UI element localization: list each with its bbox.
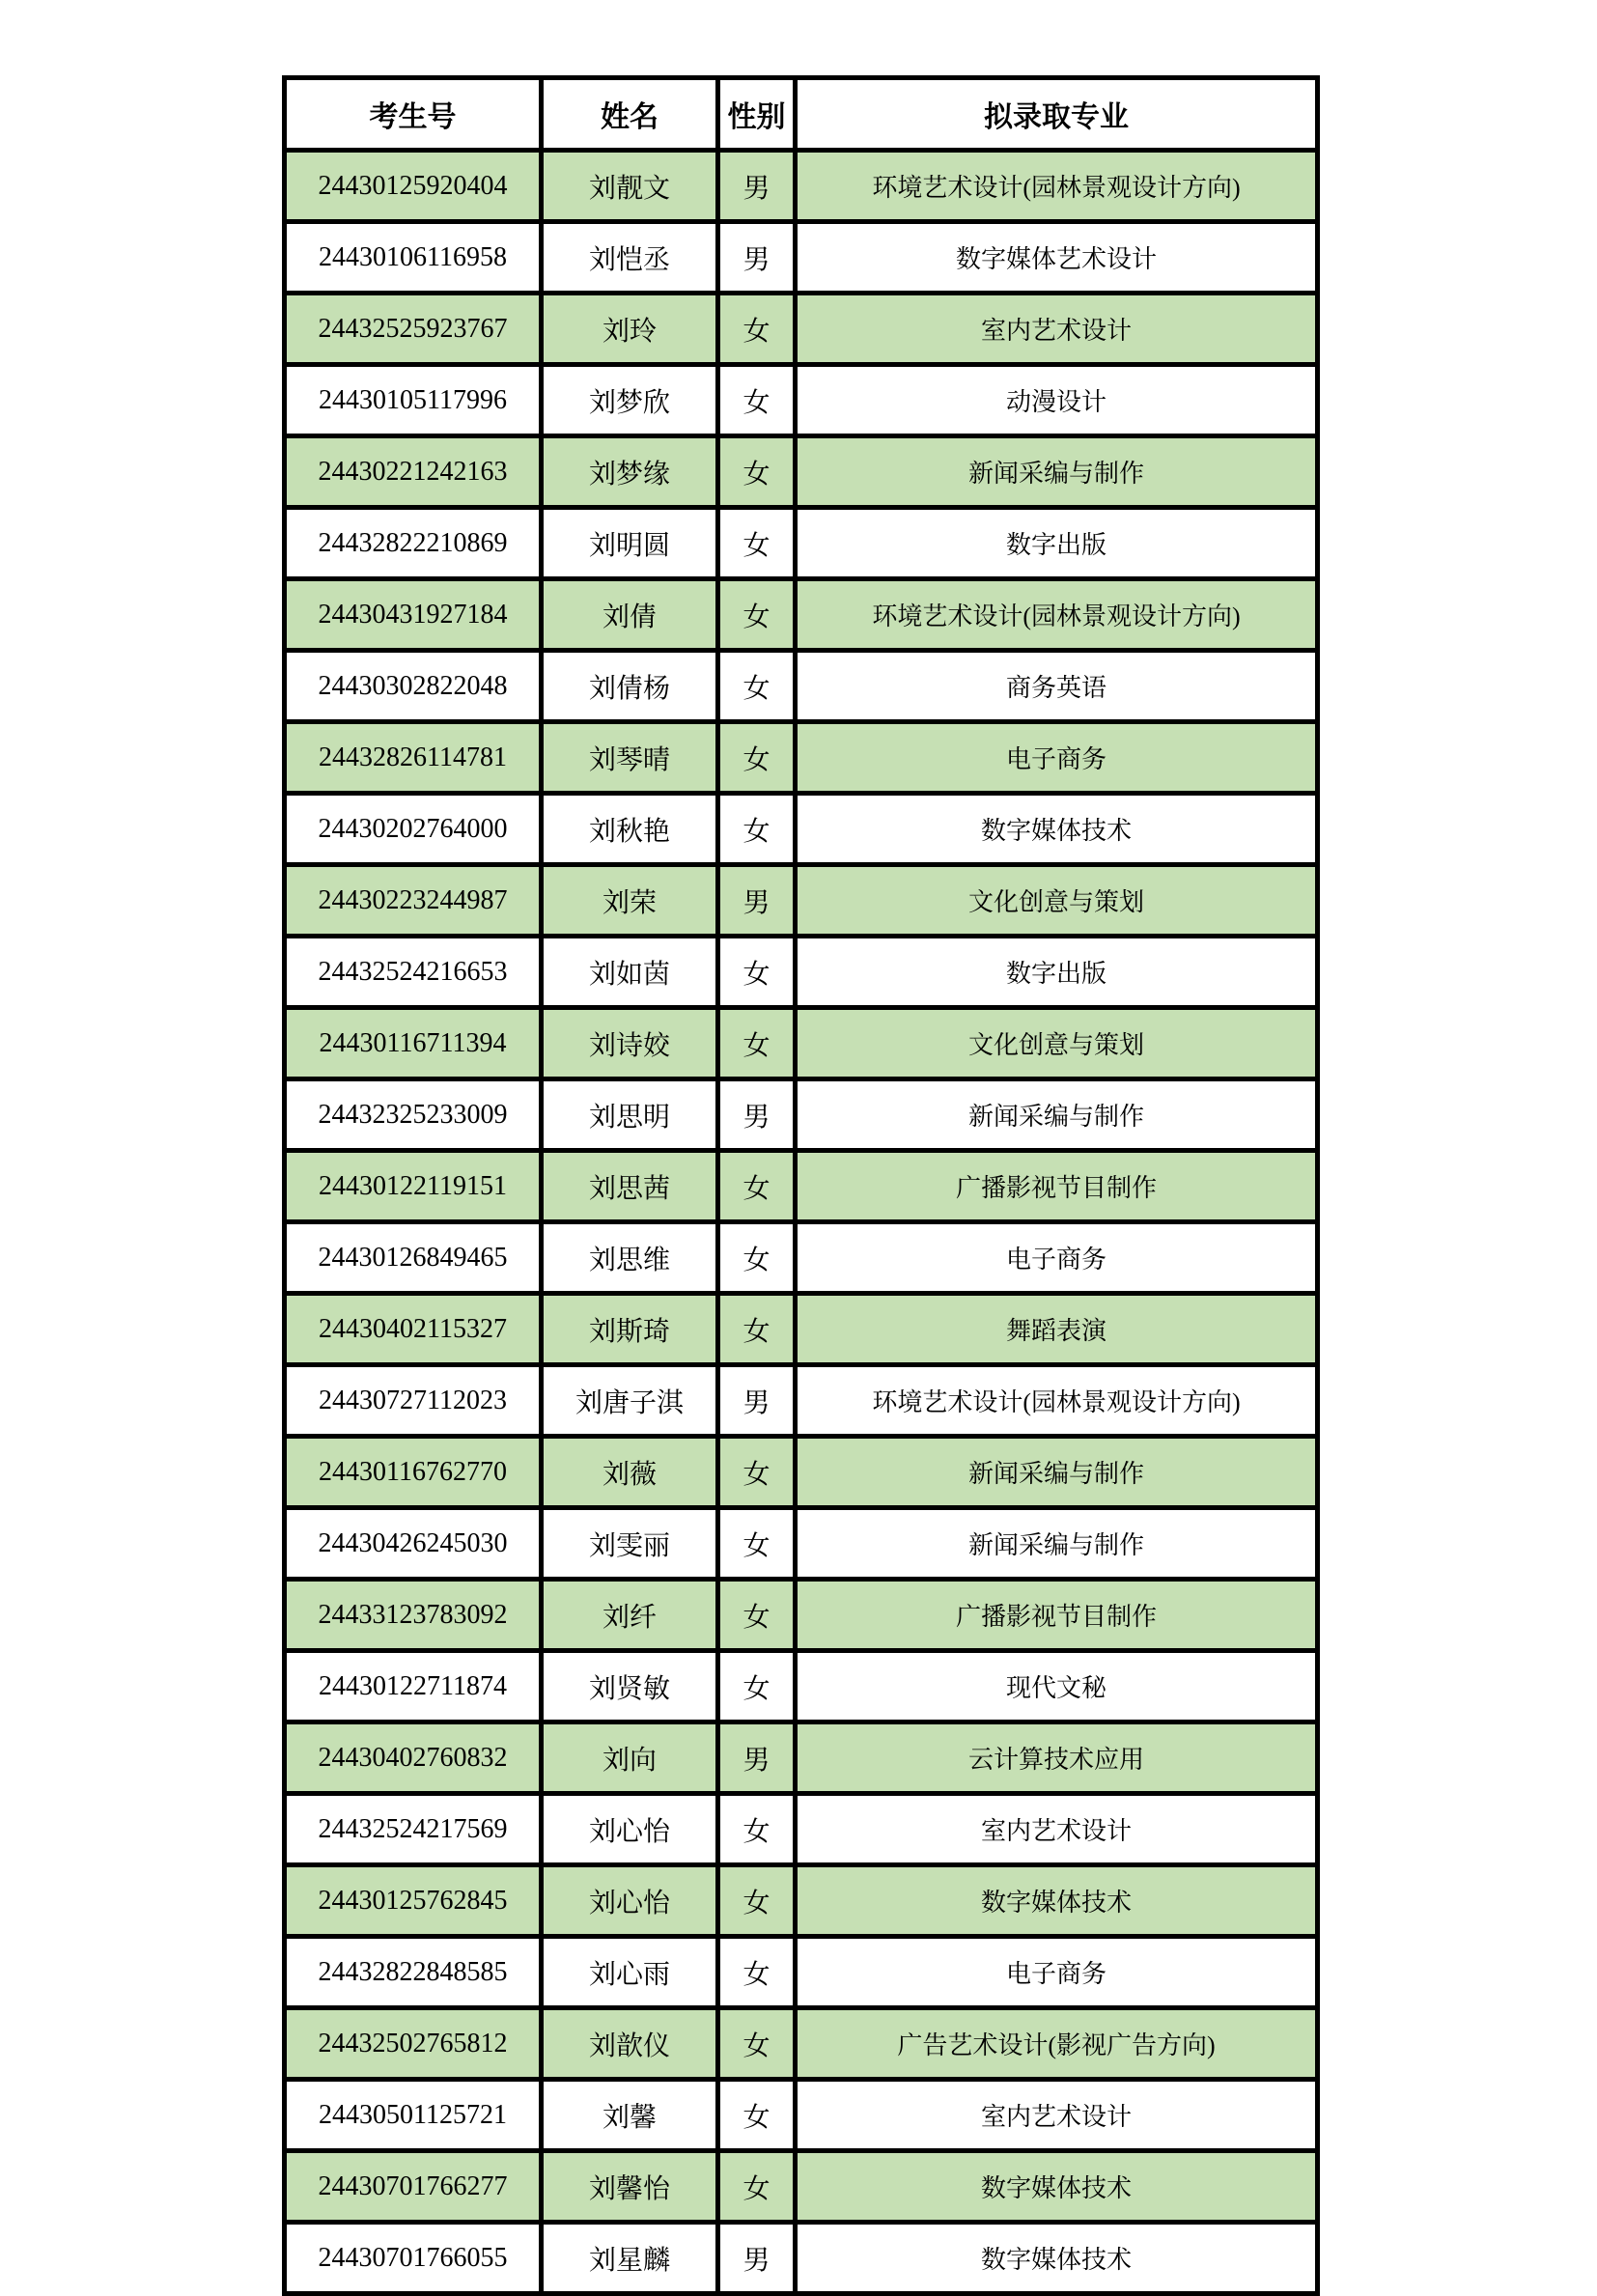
table-row	[285, 508, 1318, 579]
major-cell: 新闻采编与制作	[796, 1079, 1318, 1151]
candidate-no-cell: 24430202764000	[285, 794, 542, 865]
gender-cell: 男	[718, 1722, 796, 1794]
major-cell: 广播影视节目制作	[796, 1151, 1318, 1222]
candidate-no-cell: 24432325233009	[285, 1079, 542, 1151]
gender-cell: 男	[718, 151, 796, 222]
candidate-no-cell: 24430125920404	[285, 151, 542, 222]
major-cell: 数字媒体技术	[796, 2151, 1318, 2223]
candidate-no-cell: 24430116762770	[285, 1437, 542, 1508]
candidate-no-cell: 24430302822048	[285, 651, 542, 722]
major-cell: 数字媒体技术	[796, 2223, 1318, 2294]
table-row	[285, 151, 1318, 222]
name-cell: 刘向	[542, 1722, 718, 1794]
name-cell: 刘靓文	[542, 151, 718, 222]
name-cell: 刘倩	[542, 579, 718, 651]
candidate-no-cell: 24432525923767	[285, 294, 542, 365]
major-cell: 动漫设计	[796, 365, 1318, 436]
table-row	[285, 579, 1318, 651]
major-cell: 数字出版	[796, 937, 1318, 1008]
name-cell: 刘明圆	[542, 508, 718, 579]
table-row	[285, 1008, 1318, 1079]
major-cell: 环境艺术设计(园林景观设计方向)	[796, 151, 1318, 222]
name-cell: 刘贤敏	[542, 1651, 718, 1722]
table-row	[285, 1651, 1318, 1722]
candidate-no-cell: 24432826114781	[285, 722, 542, 794]
gender-cell: 女	[718, 1294, 796, 1365]
name-cell: 刘纤	[542, 1580, 718, 1651]
name-cell: 刘思茜	[542, 1151, 718, 1222]
table-row	[285, 794, 1318, 865]
candidate-no-cell: 24432822210869	[285, 508, 542, 579]
major-cell: 现代文秘	[796, 1651, 1318, 1722]
candidate-no-cell: 24430122711874	[285, 1651, 542, 1722]
table-row	[285, 436, 1318, 508]
name-cell: 刘心怡	[542, 1794, 718, 1865]
gender-cell: 女	[718, 1008, 796, 1079]
table-row	[285, 1794, 1318, 1865]
gender-cell: 女	[718, 365, 796, 436]
major-cell: 广播影视节目制作	[796, 1580, 1318, 1651]
major-cell: 新闻采编与制作	[796, 1508, 1318, 1580]
name-cell: 刘梦欣	[542, 365, 718, 436]
name-cell: 刘斯琦	[542, 1294, 718, 1365]
candidate-no-cell: 24430221242163	[285, 436, 542, 508]
major-cell: 数字媒体技术	[796, 794, 1318, 865]
table-row	[285, 1222, 1318, 1294]
candidate-no-cell: 24430106116958	[285, 222, 542, 294]
candidate-no-cell: 24430402115327	[285, 1294, 542, 1365]
gender-cell: 女	[718, 579, 796, 651]
column-header-major: 拟录取专业	[796, 78, 1318, 151]
column-header-name: 姓名	[542, 78, 718, 151]
major-cell: 云计算技术应用	[796, 1722, 1318, 1794]
table-row	[285, 2151, 1318, 2223]
gender-cell: 女	[718, 294, 796, 365]
table-row	[285, 1151, 1318, 1222]
name-cell: 刘琴晴	[542, 722, 718, 794]
name-cell: 刘恺丞	[542, 222, 718, 294]
gender-cell: 女	[718, 2151, 796, 2223]
major-cell: 室内艺术设计	[796, 1794, 1318, 1865]
major-cell: 数字媒体艺术设计	[796, 222, 1318, 294]
candidate-no-cell: 24430116711394	[285, 1008, 542, 1079]
major-cell: 新闻采编与制作	[796, 1437, 1318, 1508]
gender-cell: 男	[718, 865, 796, 937]
name-cell: 刘思明	[542, 1079, 718, 1151]
candidate-no-cell: 24430426245030	[285, 1508, 542, 1580]
major-cell: 文化创意与策划	[796, 1008, 1318, 1079]
table-row	[285, 294, 1318, 365]
gender-cell: 女	[718, 508, 796, 579]
gender-cell: 女	[718, 1794, 796, 1865]
major-cell: 电子商务	[796, 1937, 1318, 2008]
major-cell: 数字媒体技术	[796, 1865, 1318, 1937]
name-cell: 刘歆仪	[542, 2008, 718, 2080]
name-cell: 刘诗姣	[542, 1008, 718, 1079]
gender-cell: 女	[718, 1508, 796, 1580]
table-row	[285, 1580, 1318, 1651]
candidate-no-cell: 24432502765812	[285, 2008, 542, 2080]
table-row	[285, 651, 1318, 722]
name-cell: 刘薇	[542, 1437, 718, 1508]
table-header	[285, 78, 1318, 151]
gender-cell: 男	[718, 222, 796, 294]
table-row	[285, 1722, 1318, 1794]
major-cell: 新闻采编与制作	[796, 436, 1318, 508]
gender-cell: 男	[718, 2223, 796, 2294]
name-cell: 刘玲	[542, 294, 718, 365]
name-cell: 刘唐子淇	[542, 1365, 718, 1437]
major-cell: 环境艺术设计(园林景观设计方向)	[796, 579, 1318, 651]
table-row	[285, 1294, 1318, 1365]
table-row	[285, 722, 1318, 794]
name-cell: 刘秋艳	[542, 794, 718, 865]
gender-cell: 女	[718, 1222, 796, 1294]
candidate-no-cell: 24432822848585	[285, 1937, 542, 2008]
header-row	[285, 78, 1318, 151]
table-row	[285, 1365, 1318, 1437]
candidate-no-cell: 24430701766055	[285, 2223, 542, 2294]
major-cell: 电子商务	[796, 722, 1318, 794]
column-header-gender: 性别	[718, 78, 796, 151]
major-cell: 商务英语	[796, 651, 1318, 722]
candidate-no-cell: 24430701766277	[285, 2151, 542, 2223]
name-cell: 刘荣	[542, 865, 718, 937]
gender-cell: 女	[718, 1651, 796, 1722]
gender-cell: 男	[718, 1079, 796, 1151]
gender-cell: 男	[718, 1365, 796, 1437]
name-cell: 刘星麟	[542, 2223, 718, 2294]
name-cell: 刘雯丽	[542, 1508, 718, 1580]
gender-cell: 女	[718, 1151, 796, 1222]
table-row	[285, 1865, 1318, 1937]
table-body	[285, 151, 1318, 2294]
admission-table	[282, 75, 1320, 2296]
candidate-no-cell: 24430431927184	[285, 579, 542, 651]
candidate-no-cell: 24433123783092	[285, 1580, 542, 1651]
name-cell: 刘馨怡	[542, 2151, 718, 2223]
gender-cell: 女	[718, 1937, 796, 2008]
table-row	[285, 865, 1318, 937]
major-cell: 舞蹈表演	[796, 1294, 1318, 1365]
candidate-no-cell: 24430126849465	[285, 1222, 542, 1294]
gender-cell: 女	[718, 2008, 796, 2080]
candidate-no-cell: 24430125762845	[285, 1865, 542, 1937]
name-cell: 刘倩杨	[542, 651, 718, 722]
table-row	[285, 222, 1318, 294]
candidate-no-cell: 24430105117996	[285, 365, 542, 436]
major-cell: 室内艺术设计	[796, 294, 1318, 365]
name-cell: 刘心怡	[542, 1865, 718, 1937]
gender-cell: 女	[718, 794, 796, 865]
candidate-no-cell: 24430402760832	[285, 1722, 542, 1794]
table-row	[285, 2008, 1318, 2080]
candidate-no-cell: 24430122119151	[285, 1151, 542, 1222]
major-cell: 室内艺术设计	[796, 2080, 1318, 2151]
candidate-no-cell: 24430223244987	[285, 865, 542, 937]
table-row	[285, 1437, 1318, 1508]
name-cell: 刘梦缘	[542, 436, 718, 508]
column-header-candidate-no: 考生号	[285, 78, 542, 151]
major-cell: 数字出版	[796, 508, 1318, 579]
major-cell: 电子商务	[796, 1222, 1318, 1294]
candidate-no-cell: 24432524216653	[285, 937, 542, 1008]
gender-cell: 女	[718, 436, 796, 508]
candidate-no-cell: 24432524217569	[285, 1794, 542, 1865]
gender-cell: 女	[718, 1865, 796, 1937]
gender-cell: 女	[718, 2080, 796, 2151]
gender-cell: 女	[718, 1580, 796, 1651]
candidate-no-cell: 24430501125721	[285, 2080, 542, 2151]
table-row	[285, 1508, 1318, 1580]
table-row	[285, 1937, 1318, 2008]
major-cell: 广告艺术设计(影视广告方向)	[796, 2008, 1318, 2080]
name-cell: 刘心雨	[542, 1937, 718, 2008]
gender-cell: 女	[718, 651, 796, 722]
name-cell: 刘馨	[542, 2080, 718, 2151]
gender-cell: 女	[718, 937, 796, 1008]
table-row	[285, 937, 1318, 1008]
major-cell: 文化创意与策划	[796, 865, 1318, 937]
major-cell: 环境艺术设计(园林景观设计方向)	[796, 1365, 1318, 1437]
table-row	[285, 1079, 1318, 1151]
name-cell: 刘思维	[542, 1222, 718, 1294]
candidate-no-cell: 24430727112023	[285, 1365, 542, 1437]
table-row	[285, 365, 1318, 436]
gender-cell: 女	[718, 722, 796, 794]
gender-cell: 女	[718, 1437, 796, 1508]
table-row	[285, 2080, 1318, 2151]
name-cell: 刘如茵	[542, 937, 718, 1008]
